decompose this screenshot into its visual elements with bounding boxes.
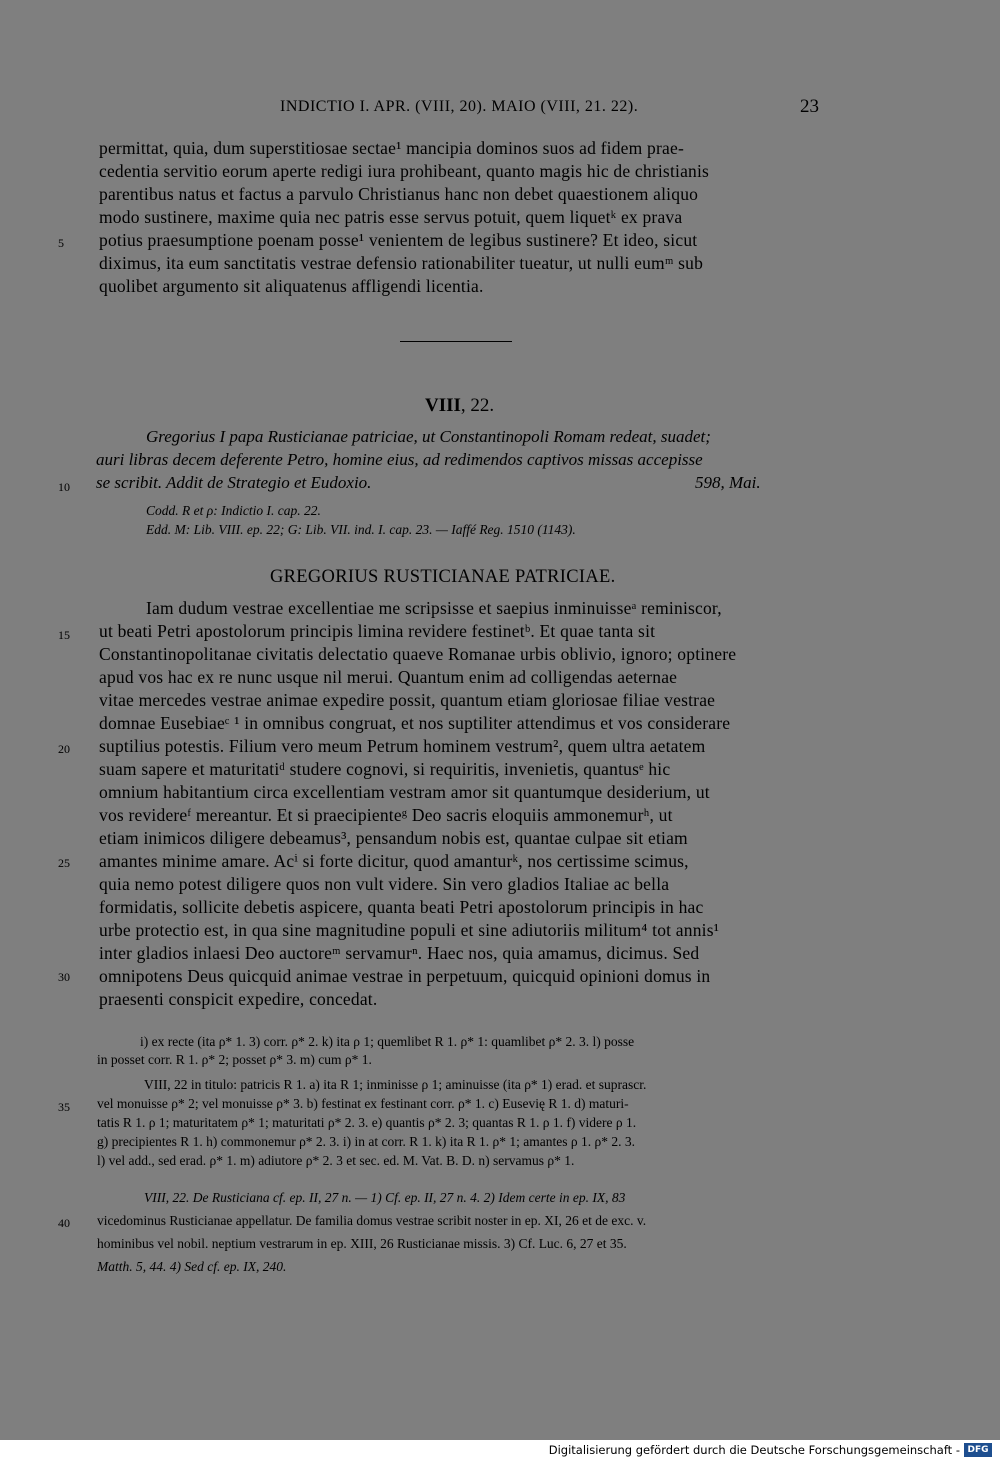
footnote-line: g) precipientes R 1. h) commonemur ρ* 2. 3. i) in at corr. R 1. k) ita R 1. ρ* 1; amantes ρ 1. ρ* 2. 3.	[97, 1134, 635, 1149]
dfg-logo: DFG	[964, 1443, 992, 1457]
body-line: Iam dudum vestrae excellentiae me scripsisse et saepius inminuisseᵃ reminiscor,	[146, 598, 722, 618]
line-number: 5	[58, 236, 64, 250]
body-line: cedentia servitio eorum aperte redigi iura prohibeant, quanto magis hic de christianis	[99, 161, 710, 181]
body-line: diximus, ita eum sanctitatis vestrae defensio rationabiliter tueatur, ut nulli eumᵐ sub	[99, 253, 704, 273]
footnote-line: tatis R 1. ρ 1; maturitatem ρ* 1; maturitati ρ* 2. 3. e) quantis ρ* 2. 3; quantas R 1. ρ 1. f) videre ρ 1.	[97, 1115, 637, 1130]
line-number: 25	[58, 856, 70, 870]
body-line: suptilius potestis. Filium vero meum Petrum hominem vestrum², quem ultra aetatem	[99, 736, 706, 756]
body-line: potius praesumptione poenam posse¹ venientem de legibus sustinere? Et ideo, sicut	[99, 230, 698, 250]
codices-line: Codd. R et ρ: Indictio I. cap. 22.	[146, 503, 321, 518]
section-subnumber: , 22.	[460, 395, 495, 416]
running-header: INDICTIO I. APR. (VIII, 20). MAIO (VIII, 21. 22).	[280, 98, 639, 115]
body-line: praesenti conspicit expedire, concedat.	[99, 989, 378, 1009]
footnote-line: hominibus vel nobil. neptium vestrarum in ep. XIII, 26 Rusticianae missis. 3) Cf. Luc. 6, 27 et 35.	[97, 1236, 627, 1251]
footnote-line: l) vel add., sed erad. ρ* 1. m) adiutore ρ* 2. 3 et sec. ed. M. Vat. B. D. n) servamus ρ* 1.	[97, 1153, 575, 1168]
body-line: etiam inimicos diligere debeamus³, pensandum nobis est, quantae culpae sit etiam	[99, 828, 688, 848]
line-number: 40	[58, 1216, 70, 1230]
line-number: 10	[58, 480, 70, 494]
section-heading	[425, 395, 494, 417]
footnote-line: in posset corr. R 1. ρ* 2; posset ρ* 3. m) cum ρ* 1.	[97, 1052, 372, 1067]
body-line: omnium habitantium circa excellentiam vestram amor sit quantumque desiderium, ut	[99, 782, 710, 802]
body-line: apud vos hac ex re nunc usque nil merui. Quantum enim ad colligendas aeternae	[99, 667, 678, 687]
body-line: domnae Eusebiaeᶜ ¹ in omnibus congruat, et nos suptiliter attendimus et vos considerare	[99, 713, 731, 733]
footnote-line: VIII, 22 in titulo: patricis R 1. a) ita R 1; inminisse ρ 1; aminuisse (ita ρ* 1) erad. et suprascr.	[144, 1077, 647, 1092]
footnote-line: vel monuisse ρ* 2; vel monuisse ρ* 3. b) festinat ex festinant corr. ρ* 1. c) Eusevię R 1. d) maturi-	[97, 1096, 629, 1111]
body-line: quia nemo potest diligere quos non vult videre. Sin vero gladios Italiae ac bella	[99, 874, 670, 894]
body-line: ut beati Petri apostolorum principis limina revidere festinetᵇ. Et quae tanta sit	[99, 621, 656, 641]
body-line: parentibus natus et factus a parvulo Christianus hanc non debet quaestionem aliquo	[99, 184, 699, 204]
editions-line: Edd. M: Lib. VIII. ep. 22; G: Lib. VII. ind. I. cap. 23. — Iaffé Reg. 1510 (1143).	[146, 522, 576, 537]
footnote-line: Matth. 5, 44. 4) Sed cf. ep. IX, 240.	[97, 1259, 287, 1274]
section-divider	[400, 341, 512, 342]
body-line: urbe protectio est, in qua sine magnitudine populi et sine adiutoriis militum⁴ tot annis¹	[99, 920, 720, 940]
page-number: 23	[800, 96, 819, 117]
digitization-footer	[0, 1440, 1000, 1463]
body-line: vitae mercedes vestrae animae expedire possit, quantum etiam gloriosae filiae vestrae	[99, 690, 716, 710]
body-line: omnipotens Deus quicquid animae vestrae in perpetuum, quicquid opinioni domus in	[99, 966, 711, 986]
summary-date: 598, Mai.	[695, 473, 761, 492]
body-line: quolibet argumento sit aliquatenus affligendi licentia.	[99, 276, 484, 296]
body-line: suam sapere et maturitatiᵈ studere cognovi, si requiritis, invenietis, quantusᵉ hic	[99, 759, 671, 779]
footer-credit: Digitalisierung gefördert durch die Deutsche Forschungsgemeinschaft -	[548, 1443, 960, 1457]
footnote-line: i) ex recte (ita ρ* 1. 3) corr. ρ* 2. k) ita ρ 1; quemlibet R 1. ρ* 1: quamlibet ρ* 2. 3. l) posse	[140, 1034, 635, 1049]
body-line: inter gladios inlaesi Deo auctoreᵐ servamurⁿ. Haec nos, quia amamus, dicimus. Sed	[99, 943, 700, 963]
footnote-line: vicedominus Rusticianae appellatur. De familia domus vestrae scribit noster in ep. XI, 26 et de exc. v.	[97, 1213, 647, 1228]
line-number: 20	[58, 742, 70, 756]
footnote-line: VIII, 22. De Rusticiana cf. ep. II, 27 n. — 1) Cf. ep. II, 27 n. 4. 2) Idem certe in ep. IX, 83	[144, 1190, 626, 1205]
line-number: 35	[58, 1100, 70, 1114]
line-number: 15	[58, 628, 70, 642]
body-line: vos revidereᶠ mereantur. Et si praecipienteᵍ Deo sacris eloquiis ammonemurʰ, ut	[99, 805, 673, 825]
body-line: permittat, quia, dum superstitiosae sectae¹ mancipia dominos suos ad fidem prae-	[99, 138, 684, 158]
line-number: 30	[58, 970, 70, 984]
summary-line: se scribit. Addit de Strategio et Eudoxio.	[96, 473, 372, 492]
summary-line: auri libras decem deferente Petro, homine eius, ad redimendos captivos missas accepisse	[96, 450, 703, 469]
letter-title: GREGORIUS RUSTICIANAE PATRICIAE.	[270, 567, 616, 587]
section-number: VIII	[425, 395, 461, 416]
body-line: formidatis, sollicite debetis aspicere, quanta beati Petri apostolorum principis in hac	[99, 897, 704, 917]
body-line: modo sustinere, maxime quia nec patris esse servus potuit, quem liquetᵏ ex prava	[99, 207, 683, 227]
body-line: amantes minime amare. Acⁱ si forte dicitur, quod amanturᵏ, nos certissime scimus,	[99, 851, 689, 871]
summary-line: Gregorius I papa Rusticianae patriciae, ut Constantinopoli Romam redeat, suadet;	[146, 427, 711, 446]
body-line: Constantinopolitanae civitatis delectatio quaeve Romanae urbis oblivio, ignoro; optinere	[99, 644, 737, 664]
